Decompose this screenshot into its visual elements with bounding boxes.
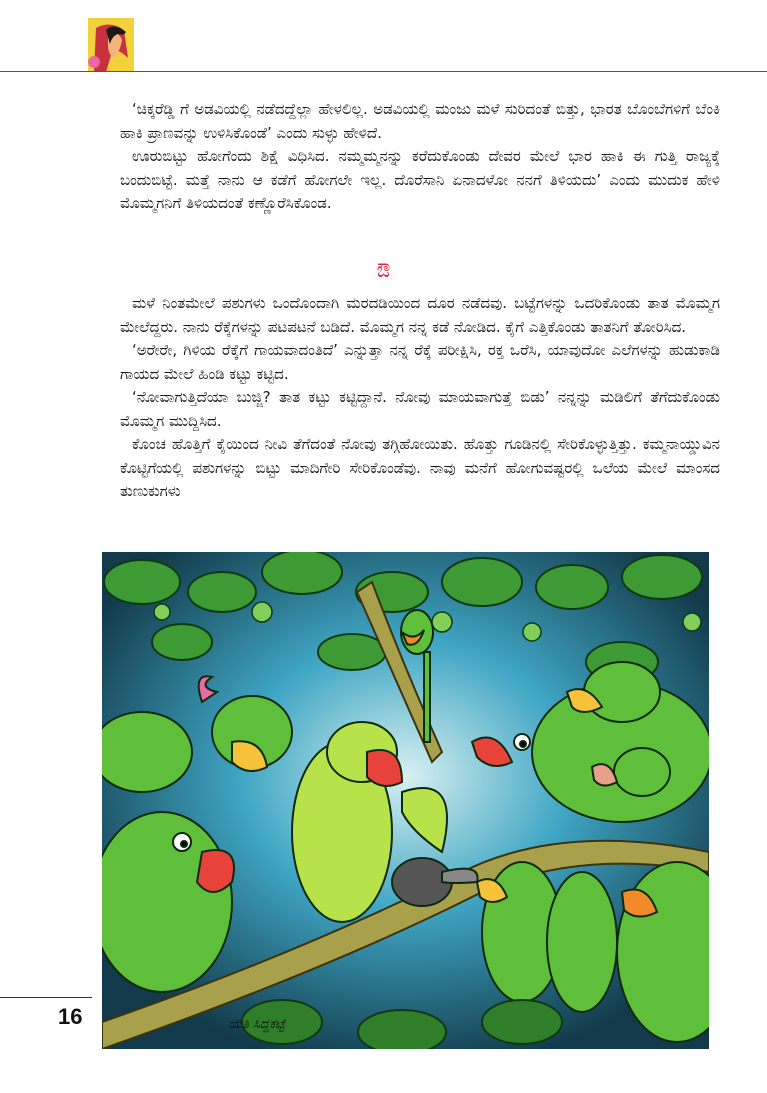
paragraph: ಮಳೆ ನಿಂತಮೇಲೆ ಪಶುಗಳು ಒಂದೊಂದಾಗಿ ಮರದಡಿಯಿಂದ ದೂರ ನಡೆದವು. ಬಟ್ಟೆಗಳನ್ನು ಒದರಿಕೊಂಡು ತಾತ ಮೊಮ್ಮಗ ಮೇಲೆದ್ದರು. ನಾನು ರೆಕ್ಕೆಗಳನ್ನು ಪಟಪಟನೆ ಬಡಿದೆ. ಮೊಮ್ಮಗ ನನ್ನ ಕಡೆ ನೋಡಿದ. ಕೈಗೆ ಎತ್ತಿಕೊಂಡು ತಾತನಿಗೆ ತೋರಿಸಿದ. — [120, 294, 720, 336]
story-text-top — [120, 98, 720, 216]
paragraph: ‘ಚಿಕ್ಕರೆಡ್ಡಿ ಗೆ ಅಡವಿಯಲ್ಲಿ ನಡೆದದ್ದೆಲ್ಲಾ ಹೇಳಲಿಲ್ಲ. ಅಡವಿಯಲ್ಲಿ ಮಂಜು ಮಳೆ ಸುರಿದಂತೆ ಬಿತ್ತು, ಭಾರತ ಬೊಂಬೆಗಳಿಗೆ ಬೆಂಕಿ ಹಾಕಿ ಪ್ರಾಣವನ್ನು ಉಳಿಸಿಕೊಂಡೆ’ ಎಂದು ಸುಳ್ಳು ಹೇಳಿದೆ. — [120, 100, 720, 142]
paragraph: ‘ನೋವಾಗುತ್ತಿದೆಯಾ ಬುಜ್ಜಿ? ತಾತ ಕಟ್ಟು ಕಟ್ಟಿದ್ದಾನೆ. ನೋವು ಮಾಯವಾಗುತ್ತೆ ಬಿಡು’ ನನ್ನನ್ನು ಮಡಿಲಿಗೆ ತೆಗೆದುಕೊಂಡು ಮೊಮ್ಮಗ ಮುದ್ದಿಸಿದ. — [120, 388, 720, 430]
paragraph: ಊರುಬಿಟ್ಟು ಹೋಗೆಂದು ಶಿಕ್ಷೆ ವಿಧಿಸಿದ. ನಮ್ಮಮ್ಮನನ್ನು ಕರೆದುಕೊಂಡು ದೇವರ ಮೇಲೆ ಭಾರ ಹಾಕಿ ಈ ಗುತ್ತಿ ರಾಜ್ಯಕ್ಕೆ ಬಂದುಬಿಟ್ಟೆ. ಮತ್ತೆ ನಾನು ಆ ಕಡೆಗೆ ಹೋಗಲೇ ಇಲ್ಲ. ದೊರೆಸಾನಿ ಏನಾದಳೋ ನನಗೆ ತಿಳಿಯದು’ ಎಂದು ಮುದುಕ ಹೇಳಿ ಮೊಮ್ಮಗನಿಗೆ ತಿಳಿಯದಂತೆ ಕಣ್ಣೊರೆಸಿಕೊಂಡ. — [120, 147, 720, 212]
paragraph: ಕೊಂಚ ಹೊತ್ತಿಗೆ ಕೈಯಿಂದ ನೀವಿ ತೆಗೆದಂತೆ ನೋವು ತಗ್ಗಿಹೋಯಿತು. ಹೊತ್ತು ಗೂಡಿನಲ್ಲಿ ಸೇರಿಕೊಳ್ಳುತ್ತಿತ್ತು. ಕಮ್ಮನಾಯ್ಡುವಿನ ಕೊಟ್ಟಿಗೆಯಲ್ಲಿ ಪಶುಗಳನ್ನು ಬಿಟ್ಟು ಮಾದಿಗೇರಿ ಸೇರಿಕೊಂಡೆವು. ನಾವು ಮನೆಗೆ ಹೋಗುವಷ್ಟರಲ್ಲಿ ಒಲೆಯ ಮೇಲೆ ಮಾಂಸದ ತುಣುಕುಗಳು — [120, 435, 720, 500]
section-divider-ornament: ಔ — [376, 258, 391, 282]
footer-rule — [0, 997, 92, 998]
parrots-illustration — [102, 552, 709, 1049]
header-rule — [0, 71, 767, 72]
page-number: 16 — [58, 1004, 83, 1029]
illustrator-signature: ಯತಿ ಸಿದ್ದಕಟ್ಟೆ — [228, 1017, 286, 1032]
paragraph: ‘ಅರೇರೇ, ಗಿಳಿಯ ರೆಕ್ಕೆಗೆ ಗಾಯವಾದಂತಿದೆ’ ಎನ್ನುತ್ತಾ ನನ್ನ ರೆಕ್ಕೆ ಪರೀಕ್ಷಿಸಿ, ರಕ್ತ ಒರೆಸಿ, ಯಾವುದೋ ಎಲೆಗಳನ್ನು ಹುಡುಕಾಡಿ ಗಾಯದ ಮೇಲೆ ಹಿಂಡಿ ಕಟ್ಟು ಕಟ್ಟಿದ. — [120, 341, 720, 383]
header-logo — [88, 18, 134, 72]
story-text-bottom — [120, 292, 720, 504]
